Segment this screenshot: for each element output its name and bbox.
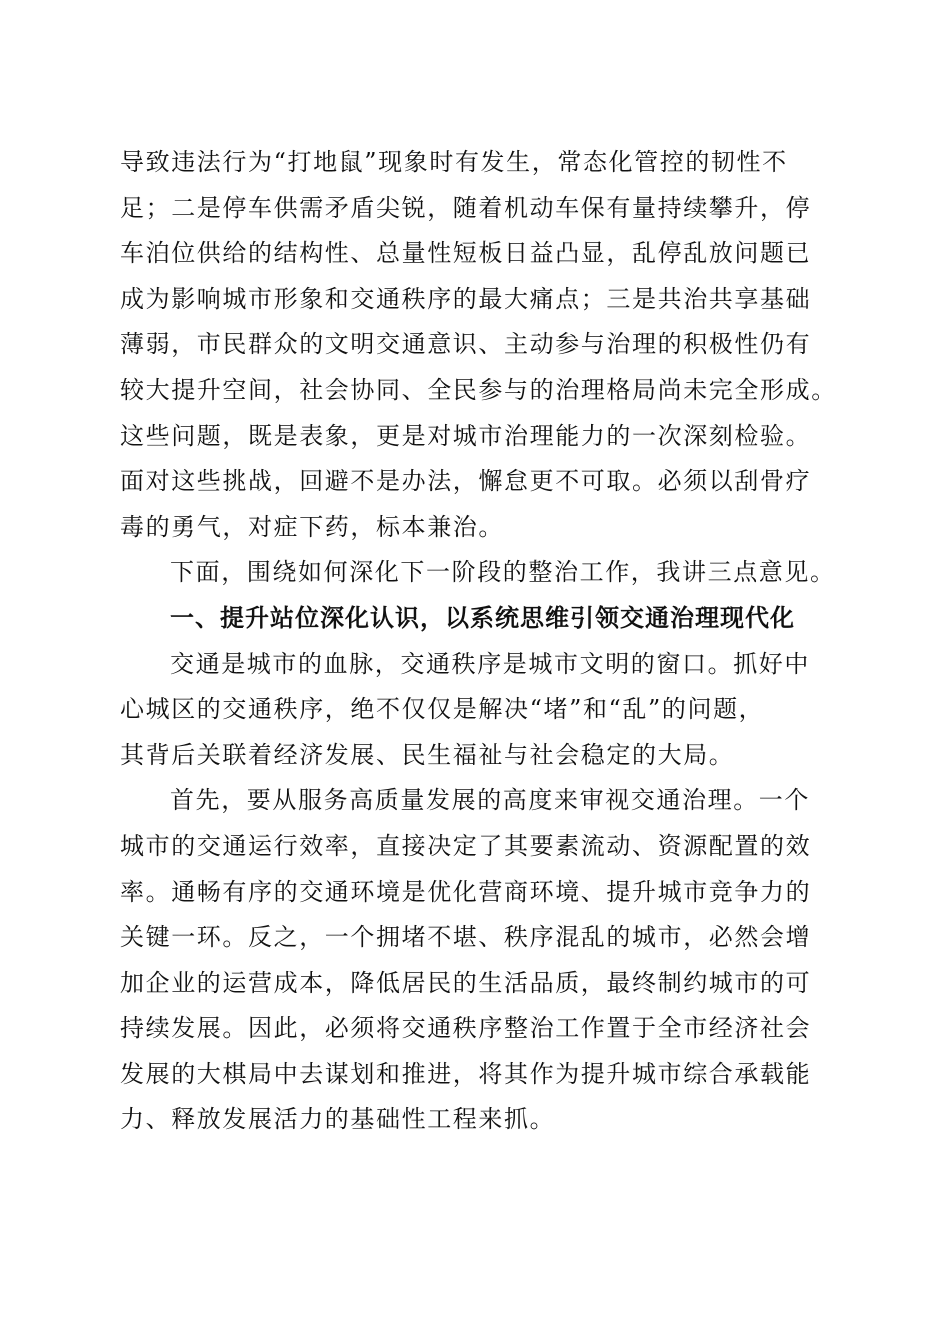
paragraph-first-line: 交通是城市的血脉，交通秩序是城市文明的窗口。抓好中 xyxy=(170,649,810,678)
text-line: 其背后关联着经济发展、民生福祉与社会稳定的大局。 xyxy=(120,740,735,769)
section-heading: 一、提升站位深化认识，以系统思维引领交通治理现代化 xyxy=(170,603,795,632)
text-line: 足；二是停车供需矛盾尖锐，随着机动车保有量持续攀升，停 xyxy=(120,193,812,222)
text-line: 力、释放发展活力的基础性工程来抓。 xyxy=(120,1105,556,1134)
text-line: 持续发展。因此，必须将交通秩序整治工作置于全市经济社会 xyxy=(120,1014,812,1043)
text-line: 率。通畅有序的交通环境是优化营商环境、提升城市竞争力的 xyxy=(120,877,812,906)
text-line: 导致违法行为“打地鼠”现象时有发生，常态化管控的韧性不 xyxy=(120,148,788,176)
text-line: 城市的交通运行效率，直接决定了其要素流动、资源配置的效 xyxy=(120,831,812,860)
text-line: 发展的大棋局中去谋划和推进，将其作为提升城市综合承载能 xyxy=(120,1059,812,1088)
text-line: 加企业的运营成本，降低居民的生活品质，最终制约城市的可 xyxy=(120,968,812,997)
text-line: 车泊位供给的结构性、总量性短板日益凸显，乱停乱放问题已 xyxy=(120,239,812,268)
text-line: 这些问题，既是表象，更是对城市治理能力的一次深刻检验。 xyxy=(120,421,812,450)
text-line: 面对这些挑战，回避不是办法，懈怠更不可取。必须以刮骨疗 xyxy=(120,467,812,496)
text-line: 心城区的交通秩序，绝不仅仅是解决“堵”和“乱”的问题， xyxy=(120,695,765,724)
document-body xyxy=(120,140,837,1143)
text-line: 成为影响城市形象和交通秩序的最大痛点；三是共治共享基础 xyxy=(120,284,812,313)
paragraph-first-line: 首先，要从服务高质量发展的高度来审视交通治理。一个 xyxy=(170,786,810,815)
text-line: 薄弱，市民群众的文明交通意识、主动参与治理的积极性仍有 xyxy=(120,330,812,359)
text-line: 毒的勇气，对症下药，标本兼治。 xyxy=(120,512,504,541)
paragraph-first-line: 下面，围绕如何深化下一阶段的整治工作，我讲三点意见。 xyxy=(170,558,836,587)
text-line: 较大提升空间，社会协同、全民参与的治理格局尚未完全形成。 xyxy=(120,375,837,404)
text-line: 关键一环。反之，一个拥堵不堪、秩序混乱的城市，必然会增 xyxy=(120,923,812,952)
